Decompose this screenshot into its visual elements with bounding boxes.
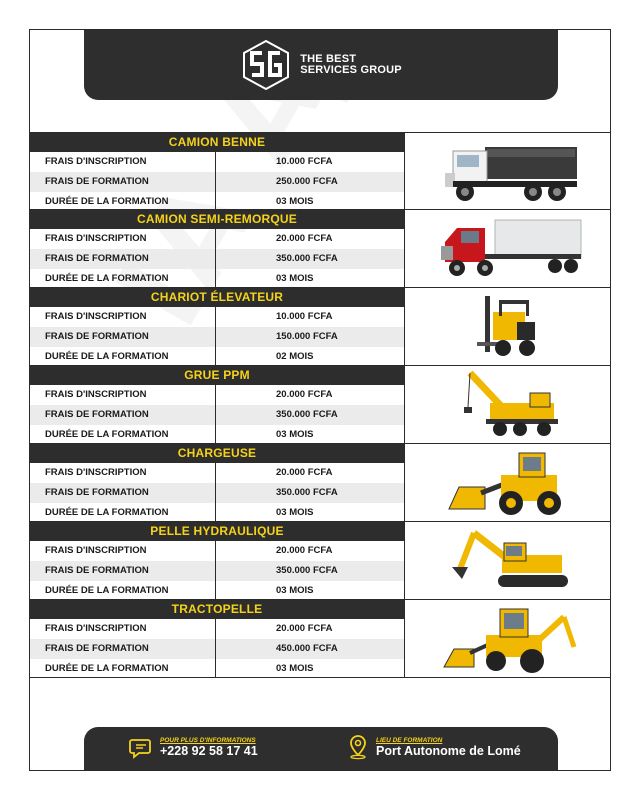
crane-image (410, 366, 610, 443)
row-label: FRAIS DE FORMATION (30, 561, 216, 581)
row-value: 350.000 FCFA (276, 487, 338, 499)
row-value: 20.000 FCFA (276, 233, 333, 245)
section-title: CHARGEUSE (30, 444, 404, 463)
table-row (30, 347, 404, 367)
brand-line-1: THE BEST (300, 53, 357, 65)
table-row (30, 581, 404, 601)
column-divider (404, 522, 405, 599)
row-value: 03 MOIS (276, 428, 314, 440)
section-semi-truck (30, 210, 611, 288)
row-label: DURÉE DE LA FORMATION (30, 581, 216, 601)
row-value: 10.000 FCFA (276, 311, 333, 323)
section-forklift (30, 288, 611, 366)
row-value: 250.000 FCFA (276, 176, 338, 188)
brand-name (300, 54, 402, 76)
row-value: 150.000 FCFA (276, 331, 338, 343)
table-row (30, 619, 404, 639)
row-label: FRAIS DE FORMATION (30, 327, 216, 347)
row-value: 450.000 FCFA (276, 643, 338, 655)
row-value: 350.000 FCFA (276, 253, 338, 265)
section-dump-truck (30, 132, 611, 210)
dump-truck-image (410, 133, 610, 210)
table-row (30, 229, 404, 249)
table-row (30, 483, 404, 503)
column-divider (404, 210, 405, 287)
brand-line-2: SERVICES GROUP (300, 64, 402, 76)
table-row (30, 405, 404, 425)
brand-header (84, 30, 558, 100)
row-value: 03 MOIS (276, 506, 314, 518)
row-label: DURÉE DE LA FORMATION (30, 659, 216, 679)
row-label: FRAIS D'INSCRIPTION (30, 541, 216, 561)
column-divider (404, 133, 405, 209)
column-divider (404, 366, 405, 443)
excavator-image (410, 522, 610, 599)
row-label: FRAIS DE FORMATION (30, 405, 216, 425)
forklift-image (410, 288, 610, 365)
section-title: CHARIOT ÉLEVATEUR (30, 288, 404, 307)
row-label: FRAIS DE FORMATION (30, 483, 216, 503)
section-excavator (30, 522, 611, 600)
table-row (30, 249, 404, 269)
table-row (30, 463, 404, 483)
row-value: 03 MOIS (276, 584, 314, 596)
location-caption: LIEU DE FORMATION (376, 736, 443, 744)
section-title: CAMION SEMI-REMORQUE (30, 210, 404, 229)
row-label: FRAIS D'INSCRIPTION (30, 463, 216, 483)
table-row (30, 385, 404, 405)
table-row (30, 503, 404, 523)
row-label: FRAIS D'INSCRIPTION (30, 152, 216, 172)
row-value: 20.000 FCFA (276, 623, 333, 635)
row-value: 20.000 FCFA (276, 467, 333, 479)
section-wheel-loader (30, 444, 611, 522)
location-name: Port Autonome de Lomé (376, 743, 521, 758)
price-table (30, 132, 611, 678)
contact-caption: POUR PLUS D'INFORMATIONS (160, 736, 256, 744)
table-row (30, 172, 404, 192)
table-row (30, 425, 404, 445)
row-value: 03 MOIS (276, 662, 314, 674)
table-row (30, 541, 404, 561)
table-row (30, 192, 404, 212)
table-row (30, 659, 404, 679)
row-label: FRAIS DE FORMATION (30, 249, 216, 269)
section-title: TRACTOPELLE (30, 600, 404, 619)
row-value: 20.000 FCFA (276, 545, 333, 557)
section-title: CAMION BENNE (30, 133, 404, 152)
section-backhoe (30, 600, 611, 678)
contact-block (128, 734, 258, 760)
column-divider (404, 600, 405, 677)
row-label: DURÉE DE LA FORMATION (30, 347, 216, 367)
table-row (30, 307, 404, 327)
row-label: FRAIS DE FORMATION (30, 172, 216, 192)
semi-truck-image (410, 210, 610, 287)
phone-number[interactable]: +228 92 58 17 41 (160, 743, 258, 758)
row-label: DURÉE DE LA FORMATION (30, 425, 216, 445)
table-row (30, 269, 404, 289)
row-value: 02 MOIS (276, 350, 314, 362)
row-label: DURÉE DE LA FORMATION (30, 269, 216, 289)
table-row (30, 639, 404, 659)
table-row (30, 561, 404, 581)
section-title: PELLE HYDRAULIQUE (30, 522, 404, 541)
row-value: 350.000 FCFA (276, 565, 338, 577)
row-value: 350.000 FCFA (276, 409, 338, 421)
row-label: DURÉE DE LA FORMATION (30, 503, 216, 523)
location-pin-icon (346, 734, 370, 760)
chat-phone-icon (128, 734, 154, 760)
row-label: FRAIS DE FORMATION (30, 639, 216, 659)
row-label: FRAIS D'INSCRIPTION (30, 385, 216, 405)
location-block (346, 734, 521, 760)
contact-footer (84, 727, 558, 771)
sg-logo-icon (240, 39, 292, 91)
row-value: 03 MOIS (276, 272, 314, 284)
backhoe-image (410, 600, 610, 677)
row-value: 10.000 FCFA (276, 156, 333, 168)
column-divider (404, 288, 405, 365)
wheel-loader-image (410, 444, 610, 521)
row-value: 20.000 FCFA (276, 389, 333, 401)
section-title: GRUE PPM (30, 366, 404, 385)
row-value: 03 MOIS (276, 195, 314, 207)
row-label: FRAIS D'INSCRIPTION (30, 307, 216, 327)
section-crane (30, 366, 611, 444)
table-row (30, 152, 404, 172)
column-divider (404, 444, 405, 521)
table-row (30, 327, 404, 347)
row-label: FRAIS D'INSCRIPTION (30, 619, 216, 639)
row-label: FRAIS D'INSCRIPTION (30, 229, 216, 249)
row-label: DURÉE DE LA FORMATION (30, 192, 216, 212)
flyer-frame (29, 29, 611, 771)
